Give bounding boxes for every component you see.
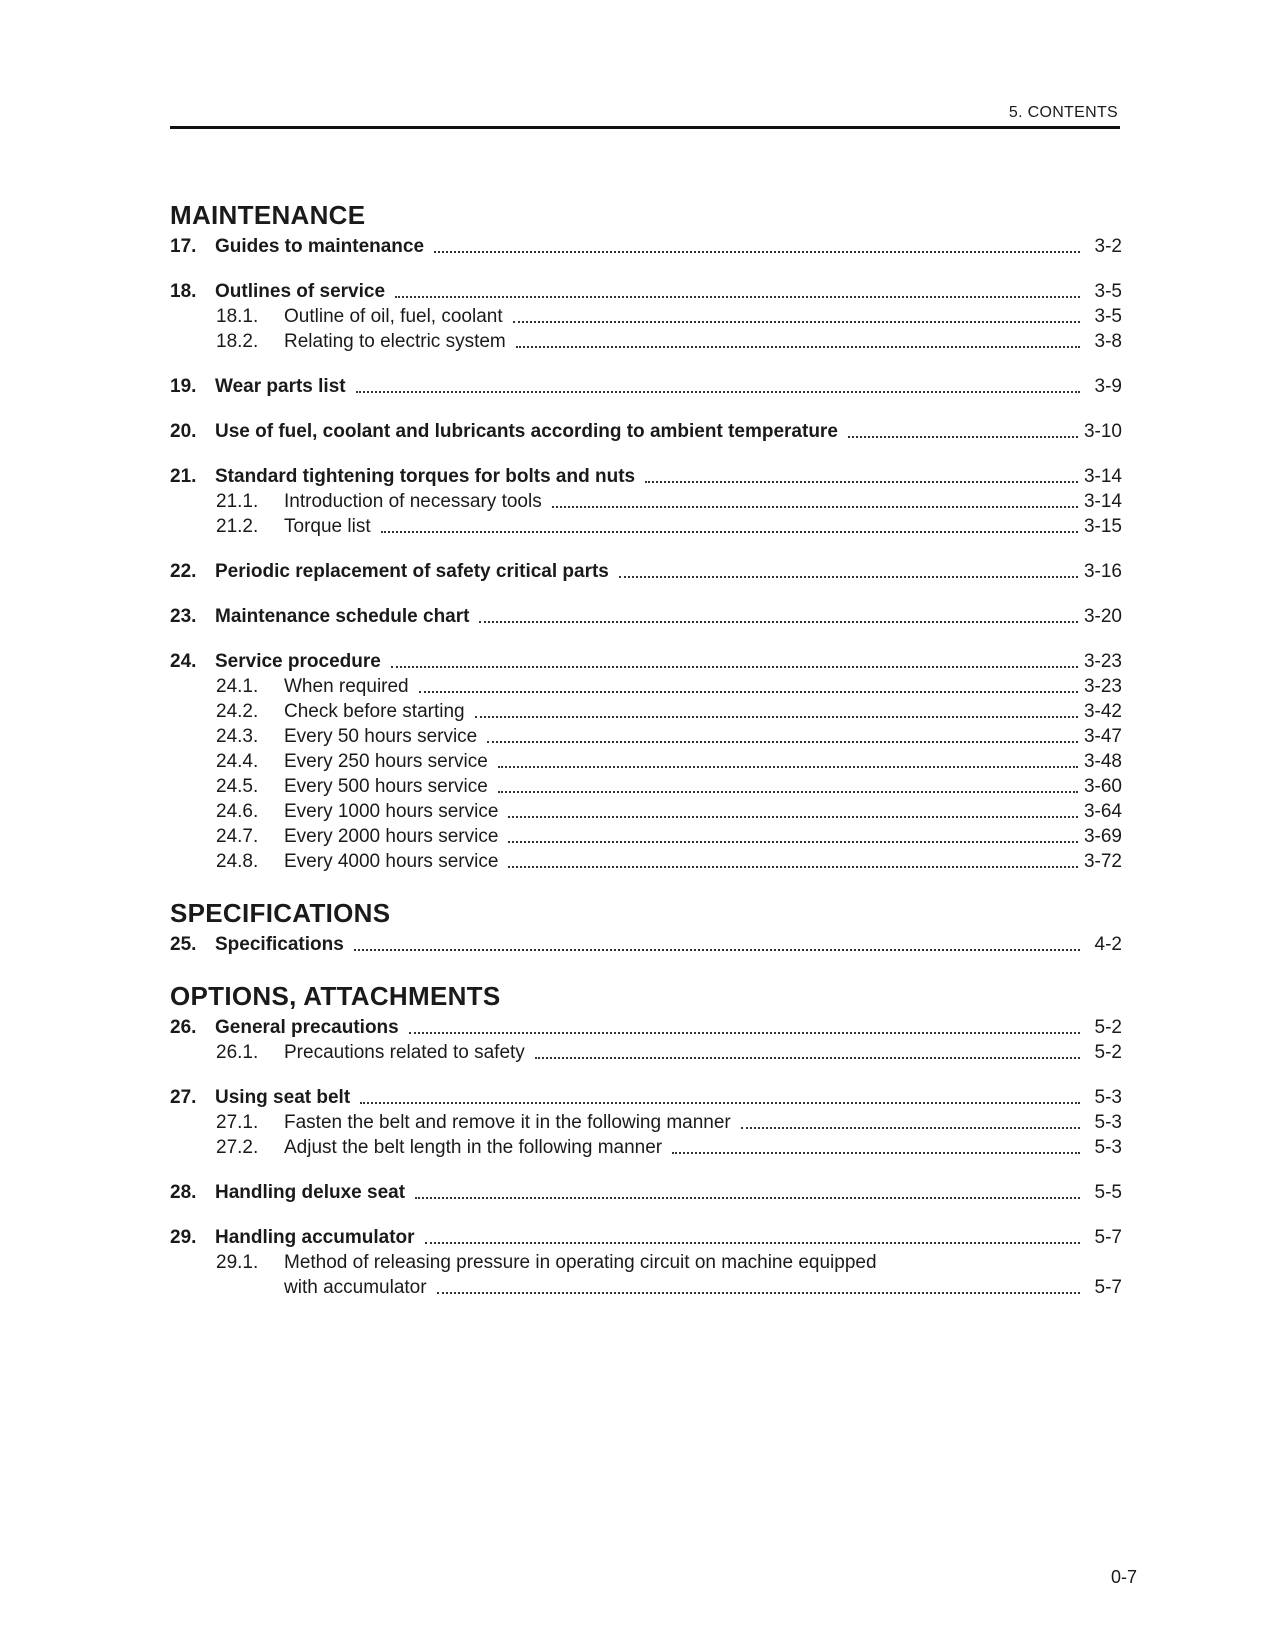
- entry-title: General precautions: [215, 1017, 399, 1038]
- dot-leader: [479, 621, 1078, 623]
- table-of-contents: [170, 196, 1122, 1320]
- toc-subentry-row[interactable]: [170, 799, 1122, 824]
- entry-number: 24.: [170, 651, 197, 672]
- entry-number: 28.: [170, 1182, 197, 1203]
- subentry-title: Every 1000 hours service: [284, 801, 499, 822]
- entry-title: Specifications: [215, 934, 344, 955]
- entry-title: Handling accumulator: [215, 1227, 415, 1248]
- entry-page: 3-10: [1083, 421, 1122, 442]
- dot-leader: [498, 791, 1078, 793]
- subentry-title: Fasten the belt and remove it in the following manner: [284, 1112, 731, 1133]
- entry-page: 5-5: [1094, 1182, 1122, 1203]
- subentry-title: Every 50 hours service: [284, 726, 478, 747]
- subentry-page: 3-69: [1083, 826, 1122, 847]
- dot-leader: [395, 296, 1080, 298]
- toc-entry: [170, 279, 1122, 354]
- subentry-page: 3-47: [1083, 726, 1122, 747]
- entry-page: 4-2: [1094, 934, 1122, 955]
- subentry-number: 21.2.: [216, 516, 259, 537]
- entry-page: 5-3: [1094, 1087, 1122, 1108]
- subentry-number: 18.1.: [216, 306, 259, 327]
- toc-subentry-row[interactable]: [170, 1250, 1122, 1275]
- toc-entry: [170, 559, 1122, 584]
- subentry-number: 21.1.: [216, 491, 259, 512]
- subentry-title: Every 500 hours service: [284, 776, 488, 797]
- subentry-page: 3-64: [1083, 801, 1122, 822]
- entry-number: 27.: [170, 1087, 197, 1108]
- entry-page: 3-14: [1083, 466, 1122, 487]
- subentry-number: 24.4.: [216, 751, 259, 772]
- subentry-title: Method of releasing pressure in operating circuit on machine equipped: [284, 1252, 877, 1273]
- toc-entry-row[interactable]: [170, 1015, 1122, 1040]
- dot-leader: [848, 436, 1078, 438]
- entry-number: 18.: [170, 281, 197, 302]
- subentry-page: 5-7: [1094, 1277, 1122, 1298]
- toc-subentry-row[interactable]: [170, 1135, 1122, 1160]
- subentry-number: 24.7.: [216, 826, 259, 847]
- subentry-title: Introduction of necessary tools: [284, 491, 542, 512]
- toc-subentry-row[interactable]: [170, 824, 1122, 849]
- toc-entry-row[interactable]: [170, 932, 1122, 957]
- entry-title: Handling deluxe seat: [215, 1182, 406, 1203]
- dot-leader: [498, 766, 1078, 768]
- subentry-title: Precautions related to safety: [284, 1042, 525, 1063]
- subentry-page: 5-2: [1094, 1042, 1122, 1063]
- entry-number: 25.: [170, 934, 197, 955]
- entry-number: 23.: [170, 606, 197, 627]
- dot-leader: [354, 949, 1080, 951]
- subentry-title: Every 4000 hours service: [284, 851, 499, 872]
- toc-entry-row[interactable]: [170, 279, 1122, 304]
- entry-title: Service procedure: [215, 651, 381, 672]
- subentry-number: 24.6.: [216, 801, 259, 822]
- subentry-page: 3-72: [1083, 851, 1122, 872]
- entry-page: 3-23: [1083, 651, 1122, 672]
- subentry-page: 3-15: [1083, 516, 1122, 537]
- subentry-page: 5-3: [1094, 1112, 1122, 1133]
- subentry-number: 26.1.: [216, 1042, 259, 1063]
- toc-entry-row[interactable]: [170, 1225, 1122, 1250]
- subentry-title-continued: with accumulator: [284, 1277, 427, 1298]
- dot-leader: [360, 1102, 1080, 1104]
- dot-leader: [619, 576, 1078, 578]
- toc-entry-row[interactable]: [170, 649, 1122, 674]
- toc-subentry-row[interactable]: [170, 514, 1122, 539]
- toc-entry: [170, 1180, 1122, 1205]
- subentry-page: 3-5: [1094, 306, 1122, 327]
- dot-leader: [381, 531, 1078, 533]
- subentry-number: 27.2.: [216, 1137, 259, 1158]
- subentry-title: When required: [284, 676, 409, 697]
- dot-leader: [487, 741, 1078, 743]
- toc-entry-row[interactable]: [170, 559, 1122, 584]
- subentry-page: 3-48: [1083, 751, 1122, 772]
- dot-leader: [415, 1197, 1080, 1199]
- entry-page: 5-2: [1094, 1017, 1122, 1038]
- toc-entry: [170, 1015, 1122, 1065]
- subentry-number: 18.2.: [216, 331, 259, 352]
- subentry-number: 24.5.: [216, 776, 259, 797]
- subentry-number: 27.1.: [216, 1112, 259, 1133]
- toc-subentry-row[interactable]: [170, 699, 1122, 724]
- dot-leader: [508, 816, 1078, 818]
- dot-leader: [425, 1242, 1080, 1244]
- toc-entry: [170, 419, 1122, 444]
- dot-leader: [552, 506, 1078, 508]
- section-heading: OPTIONS, ATTACHMENTS: [170, 981, 501, 1011]
- subentry-title: Torque list: [284, 516, 371, 537]
- toc-subentry-continuation: [170, 1275, 1122, 1300]
- subentry-page: 5-3: [1094, 1137, 1122, 1158]
- toc-subentry-row[interactable]: [170, 674, 1122, 699]
- dot-leader: [535, 1057, 1080, 1059]
- entry-page: 3-5: [1094, 281, 1122, 302]
- entry-number: 29.: [170, 1227, 197, 1248]
- toc-subentry-row[interactable]: [170, 724, 1122, 749]
- toc-entry-row[interactable]: [170, 419, 1122, 444]
- toc-entry: [170, 932, 1122, 957]
- entry-title: Standard tightening torques for bolts and nuts: [215, 466, 636, 487]
- dot-leader: [508, 866, 1078, 868]
- toc-entry: [170, 1225, 1122, 1300]
- toc-entry: [170, 1085, 1122, 1160]
- subentry-number: 24.3.: [216, 726, 259, 747]
- toc-subentry-row[interactable]: [170, 1040, 1122, 1065]
- subentry-page: 3-14: [1083, 491, 1122, 512]
- section-heading: MAINTENANCE: [170, 200, 366, 230]
- toc-entry: [170, 649, 1122, 874]
- toc-entry: [170, 604, 1122, 629]
- subentry-page: 3-60: [1083, 776, 1122, 797]
- dot-leader: [391, 666, 1078, 668]
- subentry-number: 24.2.: [216, 701, 259, 722]
- subentry-title: Every 250 hours service: [284, 751, 488, 772]
- entry-page: 3-20: [1083, 606, 1122, 627]
- subentry-page: 3-23: [1083, 676, 1122, 697]
- entry-number: 22.: [170, 561, 197, 582]
- subentry-page: 3-8: [1094, 331, 1122, 352]
- toc-entry-row[interactable]: [170, 1085, 1122, 1110]
- subentry-page: 3-42: [1083, 701, 1122, 722]
- toc-entry: [170, 374, 1122, 399]
- subentry-title: Check before starting: [284, 701, 465, 722]
- header-title: 5. CONTENTS: [1008, 104, 1118, 121]
- subentry-title: Relating to electric system: [284, 331, 506, 352]
- entry-page: 3-2: [1094, 236, 1122, 257]
- entry-number: 20.: [170, 421, 197, 442]
- toc-subentry-row[interactable]: [170, 1110, 1122, 1135]
- dot-leader: [409, 1032, 1080, 1034]
- dot-leader: [516, 346, 1080, 348]
- entry-page: 3-16: [1083, 561, 1122, 582]
- entry-number: 21.: [170, 466, 197, 487]
- toc-subentry-row[interactable]: [170, 774, 1122, 799]
- dot-leader: [513, 321, 1080, 323]
- dot-leader: [419, 691, 1078, 693]
- section-heading: SPECIFICATIONS: [170, 898, 391, 928]
- entry-number: 19.: [170, 376, 197, 397]
- toc-entry-row[interactable]: [170, 234, 1122, 259]
- toc-subentry-row[interactable]: [170, 749, 1122, 774]
- toc-subentry-row[interactable]: [170, 329, 1122, 354]
- subentry-title: Every 2000 hours service: [284, 826, 499, 847]
- entry-title: Periodic replacement of safety critical parts: [215, 561, 609, 582]
- toc-entry-row[interactable]: [170, 604, 1122, 629]
- toc-entry-row[interactable]: [170, 374, 1122, 399]
- subentry-number: 24.1.: [216, 676, 259, 697]
- entry-title: Maintenance schedule chart: [215, 606, 470, 627]
- dot-leader: [645, 481, 1078, 483]
- entry-number: 17.: [170, 236, 197, 257]
- entry-page: 5-7: [1094, 1227, 1122, 1248]
- dot-leader: [434, 251, 1080, 253]
- dot-leader: [356, 391, 1080, 393]
- page-number: 0-7: [1110, 1567, 1137, 1587]
- entry-title: Wear parts list: [215, 376, 346, 397]
- subentry-title: Adjust the belt length in the following manner: [284, 1137, 663, 1158]
- subentry-number: 29.1.: [216, 1252, 259, 1273]
- dot-leader: [508, 841, 1078, 843]
- entry-title: Outlines of service: [215, 281, 386, 302]
- dot-leader: [437, 1292, 1080, 1294]
- toc-subentry-row[interactable]: [170, 304, 1122, 329]
- toc-entry-row[interactable]: [170, 464, 1122, 489]
- entry-title: Guides to maintenance: [215, 236, 425, 257]
- entry-page: 3-9: [1094, 376, 1122, 397]
- entry-title: Using seat belt: [215, 1087, 351, 1108]
- page-header: [170, 104, 1120, 129]
- subentry-title: Outline of oil, fuel, coolant: [284, 306, 503, 327]
- entry-title: Use of fuel, coolant and lubricants according to ambient temperature: [215, 421, 838, 442]
- dot-leader: [741, 1127, 1080, 1129]
- toc-subentry-row[interactable]: [170, 849, 1122, 874]
- toc-entry: [170, 234, 1122, 259]
- dot-leader: [475, 716, 1078, 718]
- toc-subentry-row[interactable]: [170, 489, 1122, 514]
- toc-entry: [170, 464, 1122, 539]
- toc-entry-row[interactable]: [170, 1180, 1122, 1205]
- entry-number: 26.: [170, 1017, 197, 1038]
- subentry-number: 24.8.: [216, 851, 259, 872]
- dot-leader: [672, 1152, 1080, 1154]
